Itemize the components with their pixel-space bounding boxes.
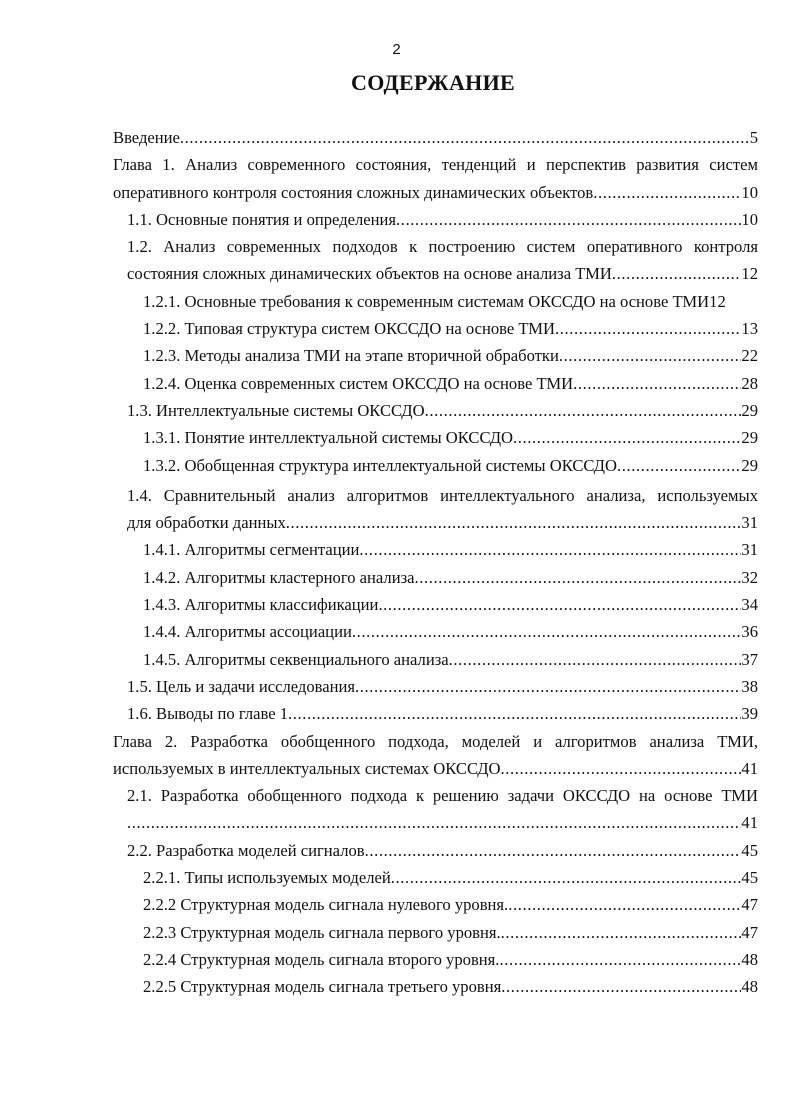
toc-entry[interactable]: [113, 891, 758, 918]
toc-entry-title: 2.2. Разработка моделей сигналов: [127, 840, 365, 860]
toc-entry-title: 2.2.3 Структурная модель сигнала первого уровня.: [143, 922, 501, 942]
toc-entry-row: [113, 891, 758, 918]
toc-entry[interactable]: [113, 151, 758, 206]
toc-entry[interactable]: [113, 782, 758, 837]
dot-leader: [359, 536, 741, 563]
toc-entry-title: 1.4.2. Алгоритмы кластерного анализа: [143, 567, 415, 587]
toc-entry-title: 1.3. Интеллектуальные системы ОКССДО: [127, 400, 425, 420]
toc-entry[interactable]: [113, 206, 758, 233]
toc-entry-title-line: 1.4. Сравнительный анализ алгоритмов интеллектуального анализа, используемых: [127, 485, 758, 505]
page-number: 2: [392, 41, 401, 58]
toc-entry-page: 34: [741, 595, 758, 615]
toc-entry-row: [113, 260, 758, 287]
toc-entry-title: 1.2.1. Основные требования к современным системам ОКССДО на основе ТМИ: [143, 291, 710, 311]
dot-leader: [286, 509, 742, 536]
dot-leader: [127, 809, 741, 836]
page-title: СОДЕРЖАНИЕ: [351, 70, 515, 95]
toc-entry-title: 2.2.5 Структурная модель сигнала третьего уровня: [143, 977, 502, 997]
table-of-contents: [113, 124, 758, 1001]
toc-entry-page: 10: [741, 182, 758, 202]
toc-entry-row: [113, 618, 758, 645]
toc-entry[interactable]: [113, 124, 758, 151]
dot-leader: [573, 370, 741, 397]
toc-entry[interactable]: [113, 728, 758, 783]
dot-leader: [378, 591, 741, 618]
toc-entry[interactable]: [113, 342, 758, 369]
toc-entry-title: 2.2.1. Типы используемых моделей: [143, 868, 391, 888]
toc-entry[interactable]: [113, 864, 758, 891]
dot-leader: [501, 973, 741, 1000]
toc-entry-page: 38: [741, 676, 758, 696]
toc-entry[interactable]: [113, 591, 758, 618]
toc-entry-row: [113, 179, 758, 206]
toc-entry-row: [113, 370, 758, 397]
toc-entry-row: [113, 206, 758, 233]
toc-entry-row: [113, 864, 758, 891]
toc-entry-page: 31: [741, 513, 758, 533]
toc-entry-row: [113, 288, 758, 315]
toc-entry-row: [113, 700, 758, 727]
toc-entry-title: 1.2.4. Оценка современных систем ОКССДО на основе ТМИ: [143, 373, 574, 393]
toc-entry-title: 1.2.2. Типовая структура систем ОКССДО на основе ТМИ: [143, 319, 556, 339]
dot-leader: [501, 755, 742, 782]
toc-entry[interactable]: [113, 536, 758, 563]
toc-entry[interactable]: [113, 618, 758, 645]
toc-entry-page: 48: [741, 977, 758, 997]
toc-entry[interactable]: [113, 919, 758, 946]
toc-entry-row: [113, 452, 758, 479]
toc-entry[interactable]: [113, 452, 758, 479]
toc-entry-row: [113, 673, 758, 700]
toc-entry[interactable]: [113, 837, 758, 864]
toc-entry[interactable]: [113, 564, 758, 591]
dot-leader: [425, 397, 742, 424]
dot-leader: [352, 618, 742, 645]
toc-entry[interactable]: [113, 397, 758, 424]
dot-leader: [513, 424, 741, 451]
toc-entry-row: [113, 837, 758, 864]
dot-leader: [508, 891, 741, 918]
toc-entry-title: 1.4.4. Алгоритмы ассоциации: [143, 622, 352, 642]
toc-entry[interactable]: [113, 946, 758, 973]
dot-leader: [180, 124, 750, 151]
toc-entry-page: 22: [741, 346, 758, 366]
toc-entry-row: [113, 509, 758, 536]
toc-entry-row: [113, 809, 758, 836]
dot-leader: [559, 342, 742, 369]
toc-entry-page: 28: [741, 373, 758, 393]
toc-entry-title: для обработки данных: [127, 513, 286, 533]
dot-leader: [555, 315, 741, 342]
dot-leader: [365, 837, 742, 864]
toc-entry-row: [113, 755, 758, 782]
toc-entry-row: [113, 536, 758, 563]
toc-entry-page: 48: [741, 949, 758, 969]
toc-entry-page: 37: [741, 649, 758, 669]
toc-entry[interactable]: [113, 673, 758, 700]
toc-entry-title: Введение: [113, 128, 180, 147]
toc-entry-title: 2.2.4 Структурная модель сигнала второго уровня.: [143, 949, 500, 969]
toc-entry-row: [113, 946, 758, 973]
toc-entry[interactable]: [113, 973, 758, 1000]
dot-leader: [396, 206, 741, 233]
dot-leader: [501, 919, 742, 946]
toc-entry[interactable]: [113, 646, 758, 673]
toc-entry-title-line: 2.1. Разработка обобщенного подхода к решению задачи ОКССДО на основе ТМИ: [127, 786, 758, 806]
toc-entry[interactable]: [113, 370, 758, 397]
toc-entry-title: оперативного контроля состояния сложных динамических объектов: [113, 182, 594, 202]
toc-entry-title-line: 1.2. Анализ современных подходов к построению систем оперативного контроля: [127, 237, 758, 257]
toc-entry-page: 31: [741, 540, 758, 560]
toc-entry-page: 32: [741, 567, 758, 587]
toc-entry[interactable]: [113, 700, 758, 727]
toc-entry-title-line: Глава 1. Анализ современного состояния, тенденций и перспектив развития систем: [113, 155, 758, 175]
toc-entry-title: 1.3.2. Обобщенная структура интеллектуальной системы ОКССДО: [143, 455, 617, 475]
toc-entry-page: 36: [741, 622, 758, 642]
dot-leader: [355, 673, 741, 700]
toc-entry-page: 41: [741, 758, 758, 778]
toc-entry-row: [113, 973, 758, 1000]
toc-entry-page: 41: [741, 813, 758, 833]
toc-entry-row: [113, 919, 758, 946]
dot-leader: [612, 260, 742, 287]
dot-leader: [593, 179, 741, 206]
toc-entry-page: 10: [741, 209, 758, 229]
toc-entry-page: 29: [741, 400, 758, 420]
toc-entry-title-line: Глава 2. Разработка обобщенного подхода, моделей и алгоритмов анализа ТМИ,: [113, 731, 758, 751]
toc-entry-page: 29: [741, 428, 758, 448]
toc-entry-title: 1.1. Основные понятия и определения: [127, 209, 397, 229]
toc-entry-title: используемых в интеллектуальных системах ОКССДО: [113, 758, 501, 778]
toc-entry-title: 1.4.1. Алгоритмы сегментации: [143, 540, 360, 560]
toc-entry-page: 47: [741, 895, 758, 915]
dot-leader: [415, 564, 742, 591]
toc-entry-title: 1.6. Выводы по главе 1: [127, 704, 289, 724]
toc-entry[interactable]: [113, 233, 758, 288]
toc-entry-row: [113, 124, 758, 151]
toc-entry-title: 1.4.5. Алгоритмы секвенциального анализа: [143, 649, 449, 669]
toc-entry-title: 1.2.3. Методы анализа ТМИ на этапе вторичной обработки: [143, 346, 559, 366]
toc-entry-page: 39: [741, 704, 758, 724]
toc-entry-title: 1.4.3. Алгоритмы классификации: [143, 595, 379, 615]
toc-entry-row: [113, 564, 758, 591]
toc-entry-page: 12: [741, 264, 758, 284]
toc-entry[interactable]: [113, 482, 758, 537]
dot-leader: [288, 700, 741, 727]
toc-entry-page: 5: [749, 128, 758, 147]
dot-leader: [617, 452, 741, 479]
toc-entry-page: 29: [741, 455, 758, 475]
dot-leader: [499, 946, 741, 973]
toc-entry-row: [113, 315, 758, 342]
toc-entry-title: состояния сложных динамических объектов на основе анализа ТМИ: [127, 264, 612, 284]
toc-entry-page: 13: [741, 319, 758, 339]
toc-entry-title: 2.2.2 Структурная модель сигнала нулевого уровня.: [143, 895, 509, 915]
toc-entry-title: 1.5. Цель и задачи исследования: [127, 676, 356, 696]
toc-entry-row: [113, 591, 758, 618]
toc-entry[interactable]: [113, 288, 758, 315]
toc-entry[interactable]: [113, 424, 758, 451]
toc-entry-row: [113, 342, 758, 369]
dot-leader: [449, 646, 742, 673]
toc-entry-row: [113, 424, 758, 451]
toc-entry-title: 1.3.1. Понятие интеллектуальной системы ОКССДО: [143, 428, 514, 448]
dot-leader: [391, 864, 742, 891]
toc-entry-page: 12: [709, 291, 726, 311]
toc-entry-page: 47: [741, 922, 758, 942]
toc-entry-page: 45: [741, 840, 758, 860]
toc-entry[interactable]: [113, 315, 758, 342]
toc-entry-row: [113, 646, 758, 673]
toc-entry-row: [113, 397, 758, 424]
toc-entry-page: 45: [741, 868, 758, 888]
